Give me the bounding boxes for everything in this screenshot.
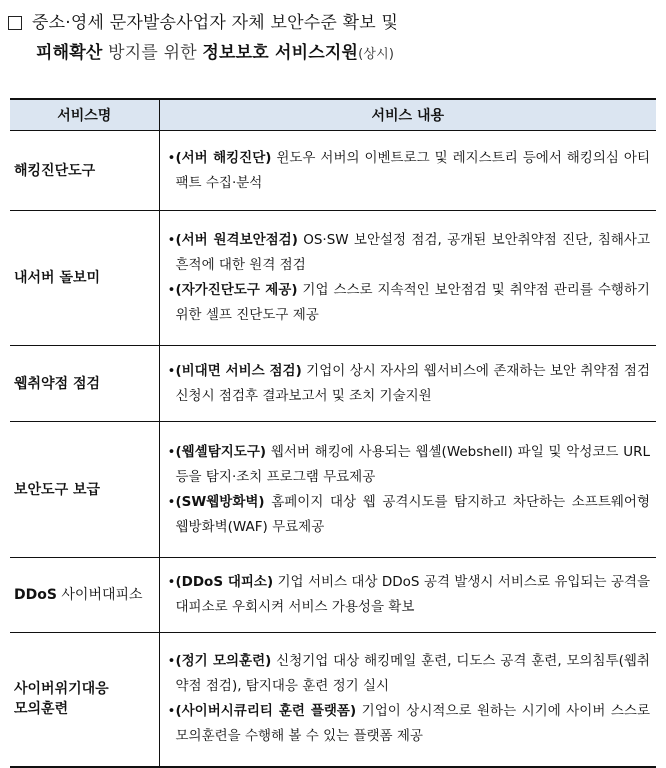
heading-line-2 — [8, 38, 658, 70]
table-header-row — [10, 99, 656, 131]
service-name: 해킹진단도구 — [14, 162, 96, 179]
service-item-text: 기업 서비스 대상 DDoS 공격 발생시 서비스로 유입되는 공격을 대피소로 우회시켜 서비스 가용성을 확보 — [175, 574, 650, 615]
service-item: •(SW웹방화벽) 홈페이지 대상 웹 공격시도를 탐지하고 차단하는 소프트웨어형 웹방화벽(WAF) 무료제공 — [167, 493, 650, 535]
table-row — [10, 422, 656, 558]
service-name-line-2: 모의훈련 — [14, 701, 69, 718]
service-item: •(비대면 서비스 점검) 기업이 상시 자사의 웹서비스에 존재하는 보안 취약점 점검 신청시 점검후 결과보고서 및 조치 기술지원 — [167, 362, 650, 404]
table-row — [10, 558, 656, 633]
heading-bold-1: 피해확산 — [36, 43, 103, 63]
service-item-head: (사이버시큐리티 훈련 플랫폼) — [175, 703, 357, 720]
table-row — [10, 633, 656, 767]
service-item: •(웹셸탐지도구) 웹서버 해킹에 사용되는 웹셸(Webshell) 파일 및 악성코드 URL 등을 탐지·조치 프로그램 무료제공 — [167, 443, 650, 485]
service-name-bold: DDoS — [14, 587, 57, 603]
service-item: •(서버 해킹진단) 윈도우 서버의 이벤트로그 및 레지스트리 등에서 해킹의심 아티팩트 수집·분석 — [167, 149, 650, 191]
service-item-text: 웹서버 해킹에 사용되는 웹셸(Webshell) 파일 및 악성코드 URL 등을 탐지·조치 프로그램 무료제공 — [175, 443, 650, 485]
service-name: 보안도구 보급 — [14, 481, 101, 498]
service-item-head: (서버 해킹진단) — [175, 149, 272, 166]
heading-text-1: 중소·영세 문자발송사업자 자체 보안수준 확보 및 — [32, 13, 399, 33]
service-item-head: (비대면 서비스 점검) — [175, 362, 302, 379]
service-item: •(사이버시큐리티 훈련 플랫폼) 기업이 상시적으로 원하는 시기에 사이버 스스로 모의훈련을 수행해 볼 수 있는 플랫폼 제공 — [167, 703, 650, 745]
service-name-rest: 사이버대피소 — [56, 587, 143, 603]
table-row — [10, 346, 656, 422]
heading-light-1: 방지를 위한 — [102, 43, 203, 63]
table-row — [10, 131, 656, 211]
heading-line-1 — [8, 8, 658, 38]
service-item-head: (SW웹방화벽) — [175, 493, 265, 510]
service-name: 내서버 돌보미 — [14, 270, 101, 286]
service-item: •(서버 원격보안점검) OS·SW 보안설정 점검, 공개된 보안취약점 진단, 침해사고 흔적에 대한 원격 점검 — [167, 232, 650, 273]
service-item-text: 신청기업 대상 해킹메일 훈련, 디도스 공격 훈련, 모의침투(웹취약점 점검), 탐지대응 훈련 정기 실시 — [175, 653, 650, 695]
service-item: •(자가진단도구 제공) 기업 스스로 지속적인 보안점검 및 취약점 관리를 수행하기 위한 셀프 진단도구 제공 — [167, 282, 650, 323]
service-item-text: 기업이 상시 자사의 웹서비스에 존재하는 보안 취약점 점검 신청시 점검후 결과보고서 및 조치 기술지원 — [175, 362, 650, 404]
service-name-cell — [10, 422, 159, 558]
service-content-cell — [159, 558, 656, 633]
service-item-text: OS·SW 보안설정 점검, 공개된 보안취약점 진단, 침해사고 흔적에 대한 원격 점검 — [175, 232, 650, 273]
service-item-text: 기업이 상시적으로 원하는 시기에 사이버 스스로 모의훈련을 수행해 볼 수 있는 플랫폼 제공 — [175, 703, 650, 745]
header-service-name: 서비스명 — [10, 99, 159, 131]
heading-suffix: (상시) — [358, 47, 395, 62]
header-service-content: 서비스 내용 — [159, 99, 656, 131]
service-item-head: (웹셸탐지도구) — [175, 443, 267, 460]
service-item-text: 윈도우 서버의 이벤트로그 및 레지스트리 등에서 해킹의심 아티팩트 수집·분석 — [175, 149, 650, 191]
service-content-cell — [159, 633, 656, 767]
service-name-line-1: 사이버위기대응 — [14, 681, 109, 698]
service-name-cell — [10, 131, 159, 211]
document-heading — [8, 8, 658, 70]
service-item-head: (DDoS 대피소) — [175, 574, 274, 590]
service-name-cell — [10, 633, 159, 767]
service-item-head: (정기 모의훈련) — [175, 653, 272, 670]
table-row — [10, 211, 656, 346]
service-table — [10, 98, 656, 768]
service-item-head: (자가진단도구 제공) — [175, 282, 298, 298]
heading-bold-2: 정보보호 서비스지원 — [202, 43, 359, 63]
service-name-cell — [10, 211, 159, 346]
service-name-cell — [10, 346, 159, 422]
service-item-text: 홈페이지 대상 웹 공격시도를 탐지하고 차단하는 소프트웨어형 웹방화벽(WAF) 무료제공 — [175, 493, 650, 535]
service-name: 웹취약점 점검 — [14, 375, 101, 392]
service-name-cell — [10, 558, 159, 633]
service-item: •(정기 모의훈련) 신청기업 대상 해킹메일 훈련, 디도스 공격 훈련, 모의침투(웹취약점 점검), 탐지대응 훈련 정기 실시 — [167, 653, 650, 695]
checkbox-icon — [8, 16, 22, 30]
service-item-head: (서버 원격보안점검) — [175, 232, 298, 248]
service-content-cell — [159, 211, 656, 346]
service-item: •(DDoS 대피소) 기업 서비스 대상 DDoS 공격 발생시 서비스로 유입되는 공격을 대피소로 우회시켜 서비스 가용성을 확보 — [167, 574, 650, 615]
service-content-cell — [159, 131, 656, 211]
service-content-cell — [159, 422, 656, 558]
service-content-cell — [159, 346, 656, 422]
service-item-text: 기업 스스로 지속적인 보안점검 및 취약점 관리를 수행하기 위한 셀프 진단도구 제공 — [175, 282, 650, 323]
